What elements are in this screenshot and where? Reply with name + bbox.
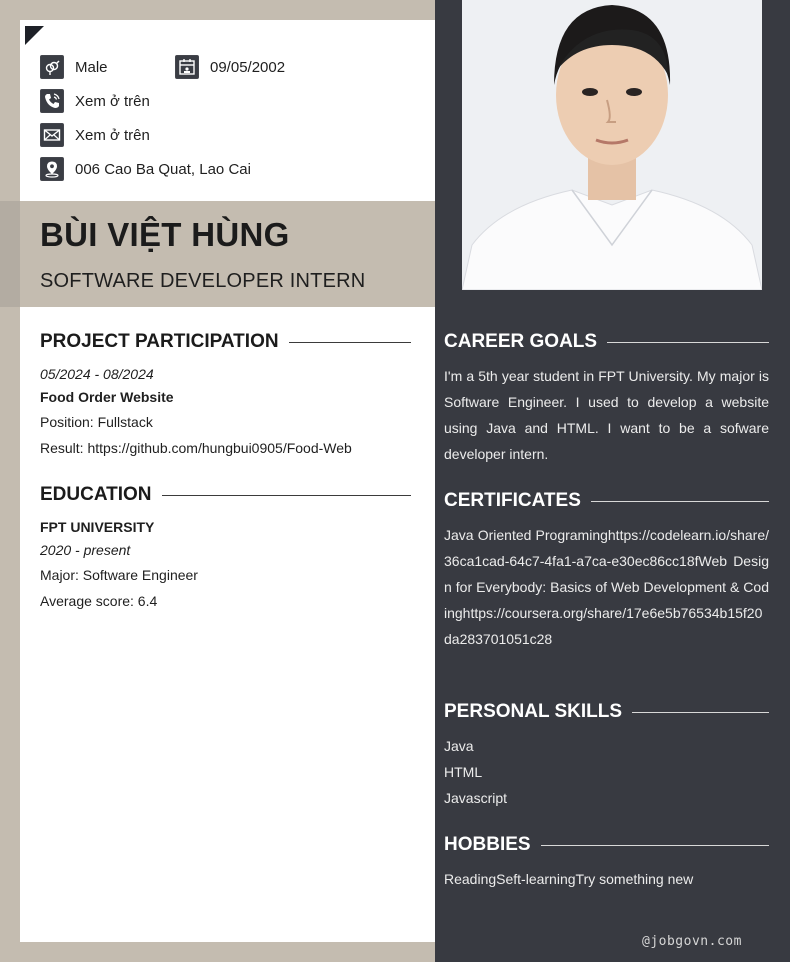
birthdate-row [175,55,285,79]
hobbies-heading-rule [541,845,769,846]
watermark: @jobgovn.com [642,934,742,949]
education-heading [40,484,411,506]
certificates-heading [444,490,769,512]
project-name: Food Order Website [40,389,174,405]
corner-mark [25,26,44,45]
career-goals-heading [444,331,769,353]
project-heading-rule [289,342,411,343]
education-major: Major: Software Engineer [40,567,198,583]
address-value: 006 Cao Ba Quat, Lao Cai [75,160,251,178]
full-name: BÙI VIỆT HÙNG [40,216,290,253]
email-row [40,123,150,147]
project-position: Position: Fullstack [40,414,153,430]
education-heading-text: EDUCATION [40,484,152,505]
project-heading-text: PROJECT PARTICIPATION [40,331,279,352]
education-period: 2020 - present [40,542,131,558]
skills-heading-rule [632,712,769,713]
gender-icon [40,55,64,79]
profile-photo [462,0,762,290]
skills-heading [444,701,769,723]
career-goals-text: I'm a 5th year student in FPT University. My major is Software Engineer. I used to develop a website using Java and HTML. I want to be a sofware developer intern. [444,368,769,462]
career-goals-heading-rule [607,342,769,343]
skill-item: HTML [444,764,483,780]
phone-value: Xem ở trên [75,92,150,110]
education-school: FPT UNIVERSITY [40,519,155,535]
envelope-icon [40,123,64,147]
project-heading [40,331,411,353]
project-period: 05/2024 - 08/2024 [40,366,154,382]
name-band-edge [0,201,20,307]
address-row [40,157,251,181]
certificates-text: Java Oriented Programinghttps://codelearn.io/share/36ca1cad-64c7-4fa1-a7ca-e30ec86cc18fWeb Design for Everybody: Basics of Web Development & Codinghttps://coursera.org/share/17e6e5b76534b15f20da283701051c28 [444,527,769,647]
certificates-heading-rule [591,501,769,502]
phone-icon [40,89,64,113]
skill-item: Javascript [444,790,508,806]
calendar-icon [175,55,199,79]
hobbies-heading [444,834,769,856]
project-result: Result: https://github.com/hungbui0905/Food-Web [40,440,352,456]
hobbies-heading-text: HOBBIES [444,834,531,855]
email-value: Xem ở trên [75,126,150,144]
skills-heading-text: PERSONAL SKILLS [444,701,623,722]
skill-item: Java [444,738,474,754]
birthdate-value: 09/05/2002 [210,58,286,76]
hobbies-text: ReadingSeft-learningTry something new [444,871,694,887]
career-goals-heading-text: CAREER GOALS [444,331,598,352]
gender-row [40,55,108,79]
gender-value: Male [75,58,108,76]
certificates-heading-text: CERTIFICATES [444,490,581,511]
job-title: SOFTWARE DEVELOPER INTERN [40,270,366,292]
location-pin-icon [40,157,64,181]
phone-row [40,89,150,113]
education-heading-rule [162,495,411,496]
education-score: Average score: 6.4 [40,593,158,609]
